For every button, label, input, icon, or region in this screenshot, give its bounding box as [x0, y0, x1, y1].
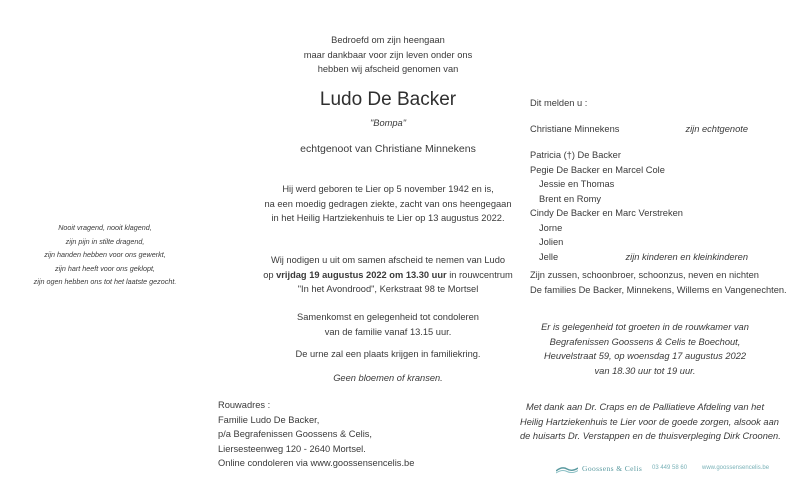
invite-date-line [213, 268, 563, 283]
family-member: Cindy De Backer en Marc Verstreken [530, 208, 683, 218]
poem [10, 221, 200, 289]
thanks-line: Met dank aan Dr. Craps en de Palliatieve Afdeling van het [525, 402, 765, 412]
address-line: Liersesteenweg 120 - 2640 Mortsel. [218, 443, 366, 454]
intro-line: hebben wij afscheid genomen van [317, 64, 459, 74]
thanks [520, 400, 781, 444]
birth-line: Hij werd geboren te Lier op 5 november 1942 en is, [282, 184, 494, 194]
footer-logo [556, 463, 770, 477]
children-role: zijn kinderen en kleinkinderen [625, 251, 748, 262]
funeral-address [218, 398, 518, 471]
family-list [530, 148, 748, 264]
nickname: "Bompa" [369, 118, 407, 128]
poem-line: Nooit vragend, nooit klagend, [58, 223, 152, 232]
thanks-line: de huisarts Dr. Verstappen en de thuisverpleging Dirk Croonen. [520, 431, 781, 441]
wave-logo-icon [556, 465, 578, 474]
intro [213, 33, 563, 77]
spouse-name: Christiane Minnekens [530, 124, 620, 134]
announce: Dit melden u : [530, 98, 588, 108]
viewing-line: Heuvelstraat 59, op woensdag 17 augustus 2022 [543, 351, 747, 361]
right-column [520, 0, 790, 497]
spouse-line: echtgenoot van Christiane Minnekens [300, 143, 476, 155]
viewing-info [520, 320, 770, 378]
gathering-line: van de familie vanaf 13.15 uur. [324, 326, 452, 337]
intro-line: maar dankbaar voor zijn leven onder ons [303, 49, 473, 60]
poem-line: zijn hart heeft voor ons geklopt, [55, 263, 155, 273]
invite-place: in rouwcentrum [449, 269, 513, 280]
deceased-name: Ludo De Backer [319, 89, 457, 110]
invite-line: Wij nodigen u uit om samen afscheid te nemen van Ludo [270, 255, 506, 265]
brand-url: www.goossensencelis.be [702, 465, 770, 471]
intro-line: Bedroefd om zijn heengaan [331, 35, 445, 45]
thanks-line: Heilig Hartziekenhuis te Lier voor de goede zorgen, alsook aan [520, 416, 779, 427]
family-member: Brent en Romy [539, 193, 602, 204]
address-line: Rouwadres : [218, 400, 271, 410]
gathering-line: Samenkomst en gelegenheid tot condoleren [297, 312, 479, 322]
urn-text: De urne zal een plaats krijgen in familiekring. [295, 349, 481, 359]
address-line: Familie Ludo De Backer, [218, 414, 320, 425]
viewing-line: Er is gelegenheid tot groeten in de rouwkamer van [541, 322, 749, 332]
poem-line: zijn handen hebben voor ons gewerkt, [44, 250, 166, 260]
address-line: Online condoleren via www.goossensencelis.be [218, 458, 415, 468]
family-member: Jolien [539, 237, 564, 247]
gathering [213, 310, 563, 339]
viewing-line: Begrafenissen Goossens & Celis te Boechout, [549, 336, 741, 347]
birth-line: na een moedig gedragen ziekte, zacht van ons heengegaan [264, 198, 512, 209]
spouse-row [530, 122, 748, 137]
spouse-role: zijn echtgenote [685, 124, 748, 134]
birth-line: in het Heilig Hartziekenhuis te Lier op 13 augustus 2022. [271, 213, 505, 223]
family-member: Patricia (†) De Backer [530, 150, 621, 160]
invite-op: op [263, 269, 274, 280]
family-member: Jelle [539, 251, 559, 262]
family-member: Jessie en Thomas [539, 179, 615, 189]
viewing-line: van 18.30 uur tot 19 uur. [594, 365, 696, 376]
center-column [213, 0, 563, 497]
family-member: Pegie De Backer en Marcel Cole [530, 164, 665, 175]
invitation [213, 253, 563, 297]
family-member: Jorne [539, 222, 563, 233]
poem-line: zijn pijn in stilte dragend, [65, 236, 145, 246]
flowers-text: Geen bloemen of kransen. [333, 373, 443, 383]
relatives-line: Zijn zussen, schoonbroer, schoonzus, neven en nichten [530, 270, 759, 280]
relatives-line: De families De Backer, Minnekens, Willems en Vangenechten. [530, 284, 787, 295]
birth-text [213, 182, 563, 226]
address-line: p/a Begrafenissen Goossens & Celis, [218, 429, 372, 439]
invite-date: vrijdag 19 augustus 2022 om 13.30 uur [276, 269, 447, 280]
brand-name: Goossens & Celis [582, 464, 643, 473]
invite-line: "In het Avondrood", Kerkstraat 98 te Mortsel [297, 284, 479, 294]
brand-phone: 03 449 58 60 [652, 465, 688, 471]
poem-line: zijn ogen hebben ons tot het laatste gezocht. [33, 277, 177, 287]
relatives [530, 268, 787, 297]
